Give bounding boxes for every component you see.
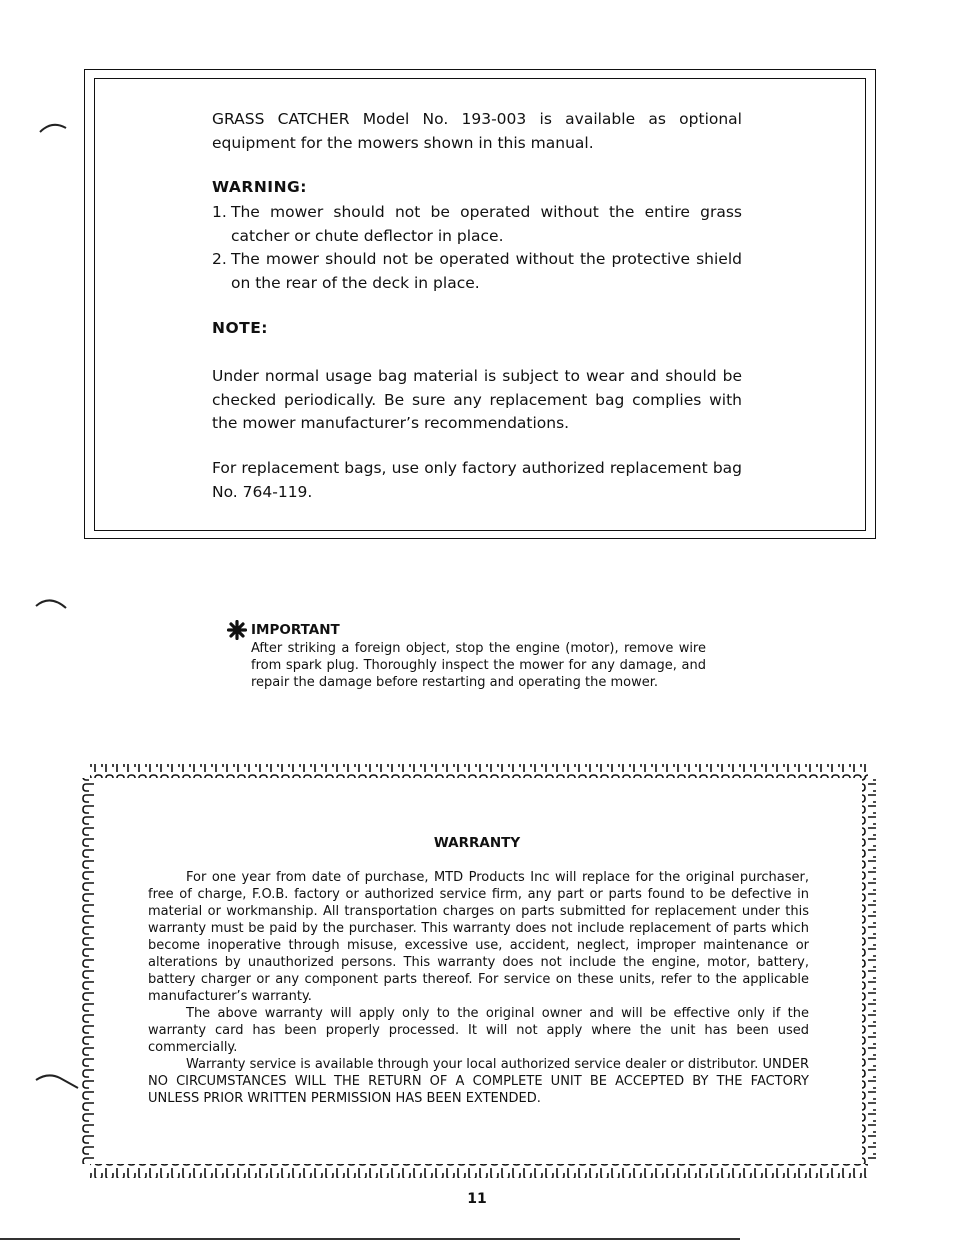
warning-item-text: The mower should not be operated without the entire grass catcher or chute deflector in place. (231, 203, 742, 245)
warning-item-text: The mower should not be operated without the protective shield on the rear of the deck in place. (231, 250, 742, 292)
important-text: After striking a foreign object, stop the engine (motor), remove wire from spark plug. Thoroughly inspect the mower for any damage, and repair the damage before restarting and operating the mower. (251, 641, 706, 690)
asterisk-star-icon (227, 620, 247, 640)
warranty-paragraph: The above warranty will apply only to the original owner and will be effective only if the warranty card has been properly processed. It will not apply where the unit has been used commercially. (148, 1006, 809, 1055)
warranty-title: WARRANTY (433, 835, 521, 851)
page-number: 11 (467, 1191, 487, 1207)
warning-item (212, 248, 742, 295)
binder-hole-mark (34, 1068, 74, 1088)
binder-hole-mark (38, 118, 78, 138)
grass-catcher-intro: GRASS CATCHER Model No. 193-003 is available as optional equipment for the mowers shown in this manual. (212, 110, 742, 152)
warranty-paragraph: Warranty service is available through your local authorized service dealer or distributor. UNDER NO CIRCUMSTANCES WILL THE RETURN OF A COMPLETE UNIT BE ACCEPTED BY THE FACTORY UNLESS PRIOR WRITTEN PERMISSION HAS BEEN EXTENDED. (148, 1057, 809, 1106)
warning-heading: WARNING: (212, 178, 307, 196)
replacement-bag-text: For replacement bags, use only factory authorized replacement bag No. 764-119. (212, 459, 742, 501)
warning-item (212, 201, 742, 248)
warranty-paragraph: For one year from date of purchase, MTD Products Inc will replace for the original purchaser, free of charge, F.O.B. factory or authorized service firm, any part or parts found to be defective in material or workmanship. All transportation charges on parts submitted for replacement under this warranty must be paid by the purchaser. This warranty does not include replacement of parts which become inoperative through misuse, excessive use, accident, neglect, improper maintenance or alterations by unauthorized persons. This warranty does not include the engine, motor, battery, battery charger or any component parts thereof. For service on these units, refer to the applicable manufacturer’s warranty. (148, 870, 809, 1004)
warning-item-number: 2. (212, 250, 227, 268)
note-text: Under normal usage bag material is subject to wear and should be checked periodically. Be sure any replacement bag complies with the mower manufacturer’s recommendations. (212, 367, 742, 432)
note-heading: NOTE: (212, 319, 269, 337)
footer-rule (0, 1238, 740, 1240)
important-heading: IMPORTANT (251, 622, 340, 638)
warning-item-number: 1. (212, 203, 227, 221)
binder-hole-mark (34, 594, 74, 614)
warning-list (212, 201, 742, 295)
